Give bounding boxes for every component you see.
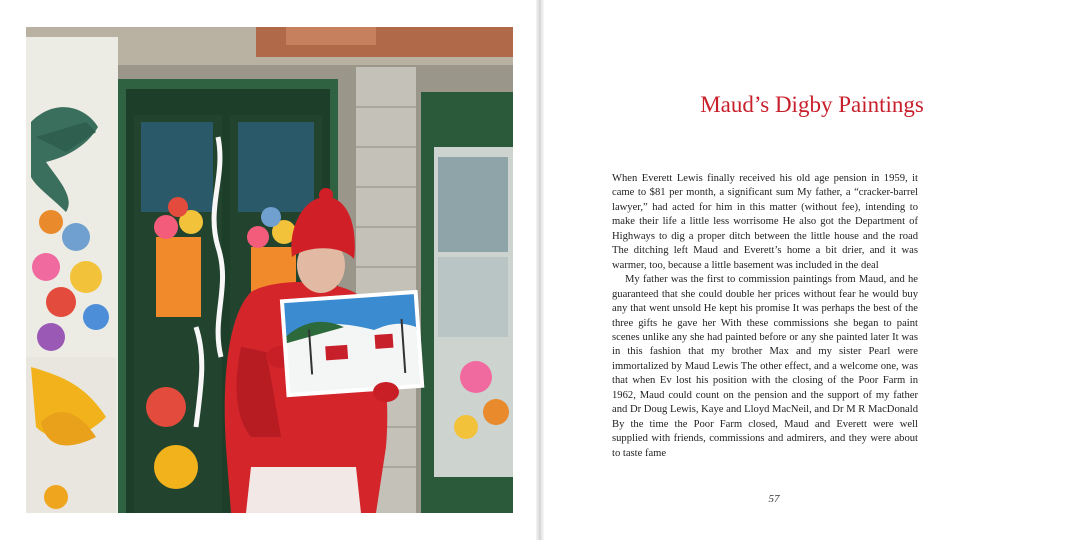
- body-text: [612, 172, 918, 461]
- chapter-title: Maud’s Digby Paintings: [700, 92, 924, 117]
- paragraph: When Everett Lewis finally received his old age pension in 1959, it came to $81 per month, a significant sum My father, a “cracker-barrel lawyer,” had acted for him in this matter (without fee), intending to make their life a little less worrisome He also got the Department of Highways to dig a proper ditch between the little house and the road The ditching left Maud and Everett’s home a bit drier, and it was warmer, too, because a little basement was included in the deal: [612, 173, 918, 271]
- photo-maud-lewis: [26, 27, 513, 513]
- paragraph: My father was the first to commission paintings from Maud, and he guaranteed that she could double her prices without fear he would buy any that went unsold He kept his promise It was perhaps the best of the three gifts he gave her With these commissions she began to paint scenes unlike any she had painted before or any she painted later It was in this fashion that my brother Max and my sister Pearl were immortalized by Maud Lewis The other effect, and a welcome one, was that when Ev lost his position with the closing of the Poor Farm in 1962, Maud could count on the pension and the support of my father and Dr Doug Lewis, Kaye and Lloyd MacNeil, and Dr M R MacDonald By the time the Poor Farm closed, Maud and Everett were well supplied with friends, commissions and admirers, and they were about to taste fame: [612, 274, 918, 459]
- right-page: [544, 0, 1080, 540]
- left-page: [0, 0, 538, 540]
- page-number: 57: [768, 493, 780, 505]
- book-gutter: [536, 0, 544, 540]
